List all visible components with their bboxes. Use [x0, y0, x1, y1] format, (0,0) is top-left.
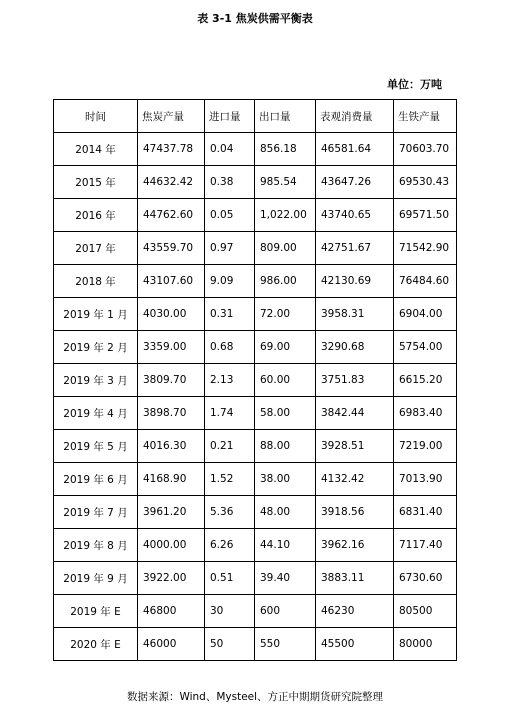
cell-coke-output: 4168.90 [138, 463, 205, 496]
cell-import: 0.68 [205, 331, 255, 364]
table-row [54, 397, 457, 430]
cell-apparent-consumption: 3958.31 [316, 298, 394, 331]
header-coke-output: 焦炭产量 [138, 100, 205, 133]
cell-export: 44.10 [255, 529, 316, 562]
cell-pig-iron-output: 69571.50 [394, 199, 457, 232]
cell-coke-output: 47437.78 [138, 133, 205, 166]
cell-apparent-consumption: 3928.51 [316, 430, 394, 463]
table-row [54, 430, 457, 463]
cell-apparent-consumption: 3962.16 [316, 529, 394, 562]
table-row [54, 529, 457, 562]
cell-time: 2020 年 E [54, 628, 138, 661]
cell-pig-iron-output: 7013.90 [394, 463, 457, 496]
table-row [54, 298, 457, 331]
cell-time: 2019 年 1 月 [54, 298, 138, 331]
cell-pig-iron-output: 6730.60 [394, 562, 457, 595]
unit-label: 单位：万吨 [387, 78, 442, 91]
cell-apparent-consumption: 43647.26 [316, 166, 394, 199]
cell-coke-output: 3809.70 [138, 364, 205, 397]
cell-pig-iron-output: 80500 [394, 595, 457, 628]
cell-apparent-consumption: 45500 [316, 628, 394, 661]
cell-coke-output: 46000 [138, 628, 205, 661]
table-row [54, 595, 457, 628]
table-row [54, 133, 457, 166]
cell-export: 39.40 [255, 562, 316, 595]
cell-pig-iron-output: 7117.40 [394, 529, 457, 562]
cell-time: 2019 年 2 月 [54, 331, 138, 364]
cell-pig-iron-output: 6983.40 [394, 397, 457, 430]
cell-pig-iron-output: 69530.43 [394, 166, 457, 199]
cell-time: 2019 年 9 月 [54, 562, 138, 595]
cell-time: 2019 年 E [54, 595, 138, 628]
cell-export: 550 [255, 628, 316, 661]
table-row [54, 628, 457, 661]
cell-coke-output: 44632.42 [138, 166, 205, 199]
cell-coke-output: 4016.30 [138, 430, 205, 463]
cell-time: 2019 年 7 月 [54, 496, 138, 529]
cell-import: 0.51 [205, 562, 255, 595]
cell-export: 58.00 [255, 397, 316, 430]
cell-coke-output: 46800 [138, 595, 205, 628]
cell-pig-iron-output: 6831.40 [394, 496, 457, 529]
cell-import: 0.38 [205, 166, 255, 199]
header-pig-iron-output: 生铁产量 [394, 100, 457, 133]
table-row [54, 199, 457, 232]
cell-export: 69.00 [255, 331, 316, 364]
cell-pig-iron-output: 7219.00 [394, 430, 457, 463]
header-row [54, 100, 457, 133]
cell-pig-iron-output: 80000 [394, 628, 457, 661]
header-time: 时间 [54, 100, 138, 133]
cell-coke-output: 4030.00 [138, 298, 205, 331]
cell-export: 856.18 [255, 133, 316, 166]
cell-time: 2019 年 8 月 [54, 529, 138, 562]
cell-apparent-consumption: 43740.65 [316, 199, 394, 232]
cell-export: 985.54 [255, 166, 316, 199]
table-row [54, 496, 457, 529]
cell-export: 809.00 [255, 232, 316, 265]
cell-export: 600 [255, 595, 316, 628]
table-row [54, 463, 457, 496]
header-export: 出口量 [255, 100, 316, 133]
cell-apparent-consumption: 3842.44 [316, 397, 394, 430]
table-body [54, 133, 457, 661]
cell-coke-output: 3922.00 [138, 562, 205, 595]
cell-export: 88.00 [255, 430, 316, 463]
cell-time: 2016 年 [54, 199, 138, 232]
cell-import: 9.09 [205, 265, 255, 298]
cell-import: 6.26 [205, 529, 255, 562]
cell-coke-output: 43559.70 [138, 232, 205, 265]
cell-import: 5.36 [205, 496, 255, 529]
cell-pig-iron-output: 6615.20 [394, 364, 457, 397]
table-row [54, 166, 457, 199]
cell-import: 0.21 [205, 430, 255, 463]
cell-export: 986.00 [255, 265, 316, 298]
cell-time: 2019 年 5 月 [54, 430, 138, 463]
cell-time: 2018 年 [54, 265, 138, 298]
header-import: 进口量 [205, 100, 255, 133]
cell-export: 72.00 [255, 298, 316, 331]
table-row [54, 331, 457, 364]
cell-time: 2014 年 [54, 133, 138, 166]
cell-import: 0.05 [205, 199, 255, 232]
cell-import: 50 [205, 628, 255, 661]
cell-apparent-consumption: 3751.83 [316, 364, 394, 397]
cell-apparent-consumption: 4132.42 [316, 463, 394, 496]
cell-time: 2015 年 [54, 166, 138, 199]
cell-pig-iron-output: 5754.00 [394, 331, 457, 364]
cell-import: 30 [205, 595, 255, 628]
cell-coke-output: 3898.70 [138, 397, 205, 430]
cell-apparent-consumption: 3290.68 [316, 331, 394, 364]
cell-export: 60.00 [255, 364, 316, 397]
cell-time: 2017 年 [54, 232, 138, 265]
table-row [54, 562, 457, 595]
cell-apparent-consumption: 46230 [316, 595, 394, 628]
cell-apparent-consumption: 42751.67 [316, 232, 394, 265]
cell-coke-output: 4000.00 [138, 529, 205, 562]
table-title: 表 3-1 焦炭供需平衡表 [197, 12, 313, 25]
table-row [54, 265, 457, 298]
cell-pig-iron-output: 70603.70 [394, 133, 457, 166]
cell-import: 0.31 [205, 298, 255, 331]
cell-apparent-consumption: 42130.69 [316, 265, 394, 298]
cell-time: 2019 年 4 月 [54, 397, 138, 430]
cell-time: 2019 年 3 月 [54, 364, 138, 397]
cell-coke-output: 44762.60 [138, 199, 205, 232]
table-row [54, 232, 457, 265]
data-source-note: 数据来源：Wind、Mysteel、方正中期期货研究院整理 [126, 691, 384, 703]
coke-balance-table [53, 99, 457, 661]
cell-coke-output: 3961.20 [138, 496, 205, 529]
cell-coke-output: 3359.00 [138, 331, 205, 364]
header-apparent-consumption: 表观消费量 [316, 100, 394, 133]
cell-export: 48.00 [255, 496, 316, 529]
cell-apparent-consumption: 3883.11 [316, 562, 394, 595]
cell-pig-iron-output: 76484.60 [394, 265, 457, 298]
cell-import: 2.13 [205, 364, 255, 397]
cell-pig-iron-output: 6904.00 [394, 298, 457, 331]
table-row [54, 364, 457, 397]
cell-import: 0.04 [205, 133, 255, 166]
cell-import: 1.74 [205, 397, 255, 430]
cell-apparent-consumption: 46581.64 [316, 133, 394, 166]
cell-import: 1.52 [205, 463, 255, 496]
cell-export: 38.00 [255, 463, 316, 496]
cell-export: 1,022.00 [255, 199, 316, 232]
cell-time: 2019 年 6 月 [54, 463, 138, 496]
cell-coke-output: 43107.60 [138, 265, 205, 298]
cell-apparent-consumption: 3918.56 [316, 496, 394, 529]
cell-import: 0.97 [205, 232, 255, 265]
cell-pig-iron-output: 71542.90 [394, 232, 457, 265]
